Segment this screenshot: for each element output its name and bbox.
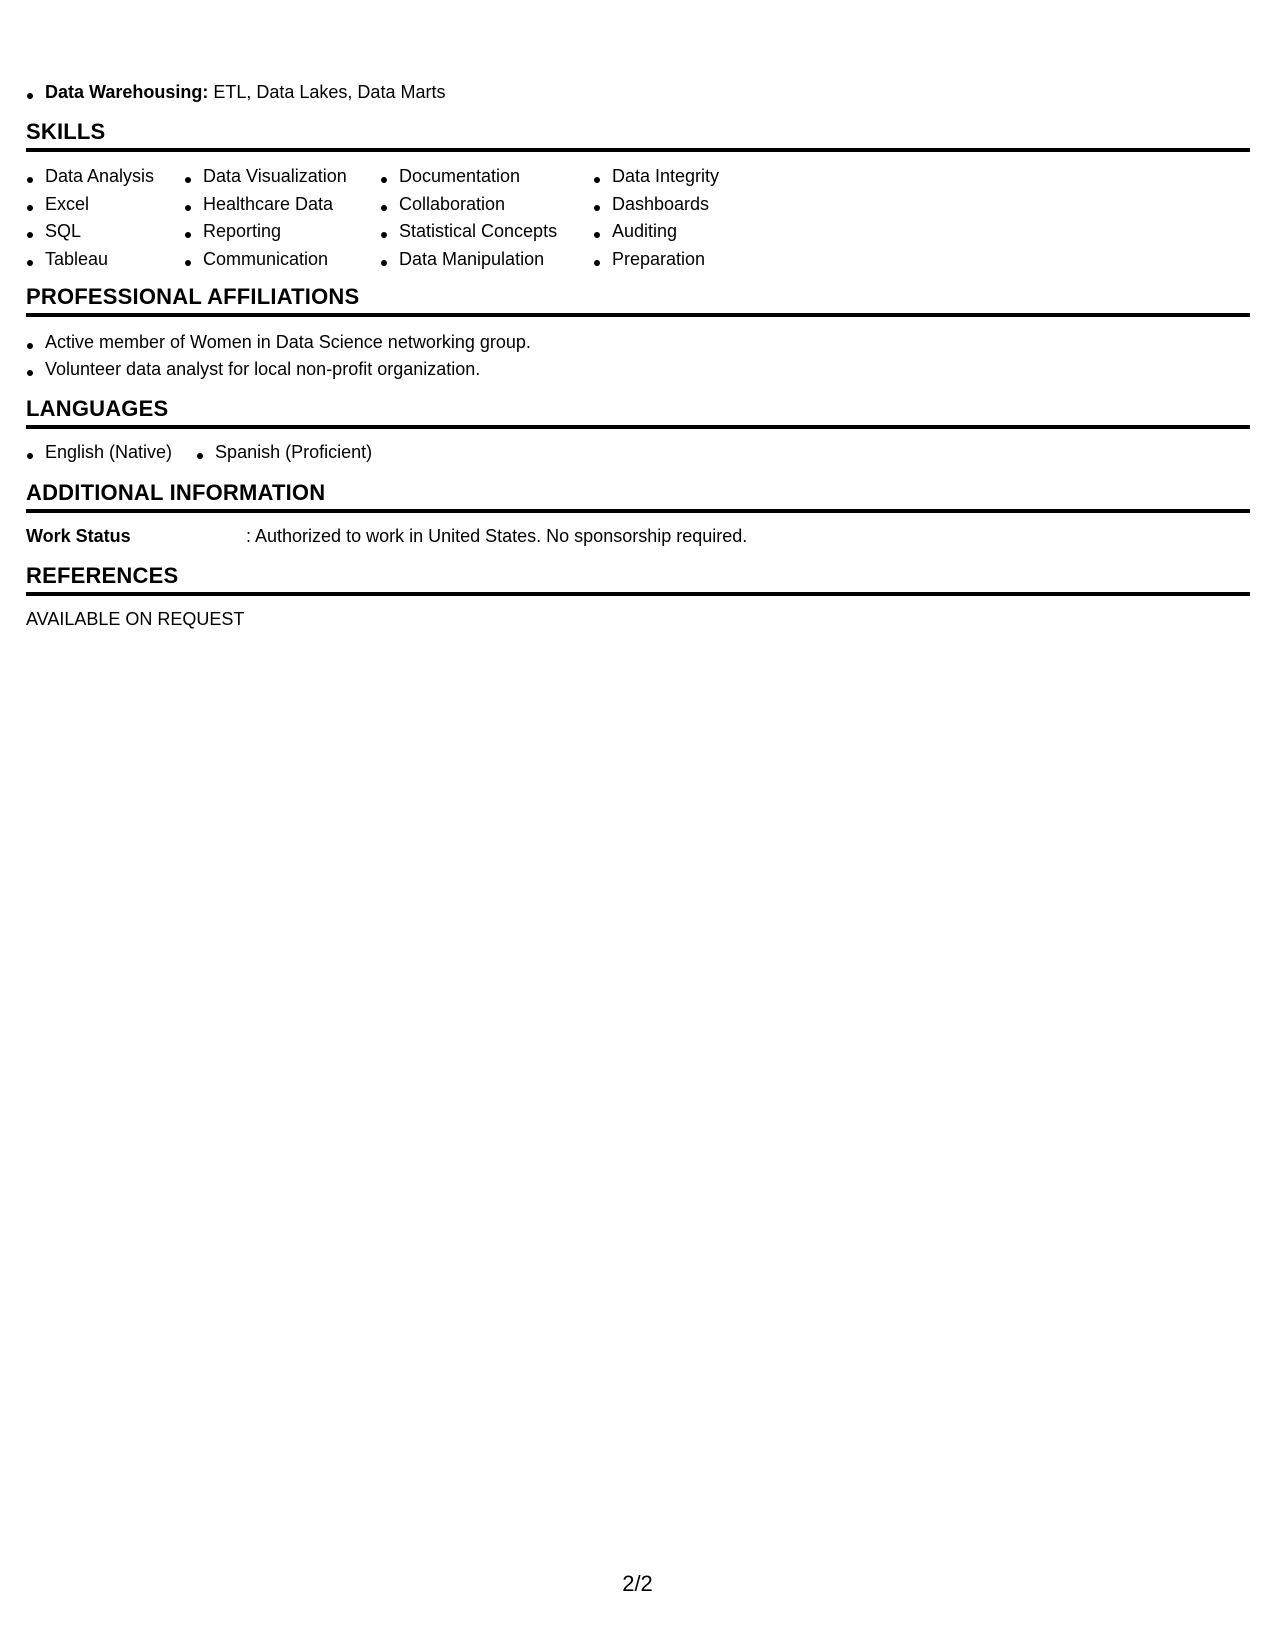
skill-label: Collaboration — [399, 193, 506, 214]
skill-item — [26, 246, 154, 274]
skill-item — [26, 163, 154, 191]
skill-item — [380, 191, 557, 219]
data-warehousing-item — [26, 80, 445, 104]
skills-column-2 — [184, 163, 347, 273]
skill-label: Communication — [203, 248, 329, 269]
affiliations-list — [26, 329, 531, 383]
skill-label: SQL — [45, 221, 82, 241]
additional-info-heading: ADDITIONAL INFORMATION — [26, 479, 1250, 513]
skill-item — [26, 218, 154, 246]
skill-label: Statistical Concepts — [399, 221, 558, 241]
skill-label: Auditing — [612, 221, 678, 241]
skill-label: Reporting — [203, 221, 282, 241]
skills-heading: SKILLS — [26, 118, 1250, 152]
skill-label: Data Manipulation — [399, 248, 545, 269]
list-item — [26, 356, 531, 383]
skill-item — [593, 218, 719, 246]
references-heading: REFERENCES — [26, 562, 1250, 596]
skill-label: Tableau — [45, 248, 109, 269]
affiliations-heading: PROFESSIONAL AFFILIATIONS — [26, 283, 1250, 317]
skill-item — [184, 246, 347, 274]
skill-label: Dashboards — [612, 193, 710, 214]
language-item — [196, 442, 372, 462]
skill-item — [380, 163, 557, 191]
skill-item — [380, 246, 557, 274]
skills-column-1 — [26, 163, 154, 273]
skills-column-4 — [593, 163, 719, 273]
skill-label: Preparation — [612, 248, 706, 269]
data-warehousing-value: ETL, Data Lakes, Data Marts — [208, 82, 446, 102]
skill-item — [593, 163, 719, 191]
languages-heading: LANGUAGES — [26, 395, 1250, 429]
skill-item — [184, 163, 347, 191]
skill-item — [184, 218, 347, 246]
skill-item — [26, 191, 154, 219]
skill-label: Data Visualization — [203, 166, 347, 186]
skill-label: Documentation — [399, 166, 521, 186]
skill-label: Excel — [45, 193, 90, 214]
work-status-value: : Authorized to work in United States. No sponsorship required. — [246, 526, 748, 546]
language-label: English (Native) — [45, 442, 173, 462]
language-label: Spanish (Proficient) — [215, 442, 373, 462]
skill-item — [593, 246, 719, 274]
skill-item — [593, 191, 719, 219]
work-status-label: Work Status — [26, 526, 131, 546]
affiliation-text: Volunteer data analyst for local non-profit organization. — [45, 359, 481, 379]
skill-item — [380, 218, 557, 246]
skill-label: Data Integrity — [612, 166, 720, 186]
data-warehousing-label: Data Warehousing: — [45, 82, 209, 102]
skill-item — [184, 191, 347, 219]
list-item — [26, 329, 531, 356]
language-item — [26, 442, 172, 462]
skill-label: Healthcare Data — [203, 193, 334, 214]
languages-list — [26, 440, 372, 464]
skills-column-3 — [380, 163, 557, 273]
affiliation-text: Active member of Women in Data Science networking group. — [45, 332, 531, 352]
page-number: 2/2 — [622, 1571, 653, 1596]
references-text: AVAILABLE ON REQUEST — [26, 609, 245, 629]
skill-label: Data Analysis — [45, 166, 155, 186]
